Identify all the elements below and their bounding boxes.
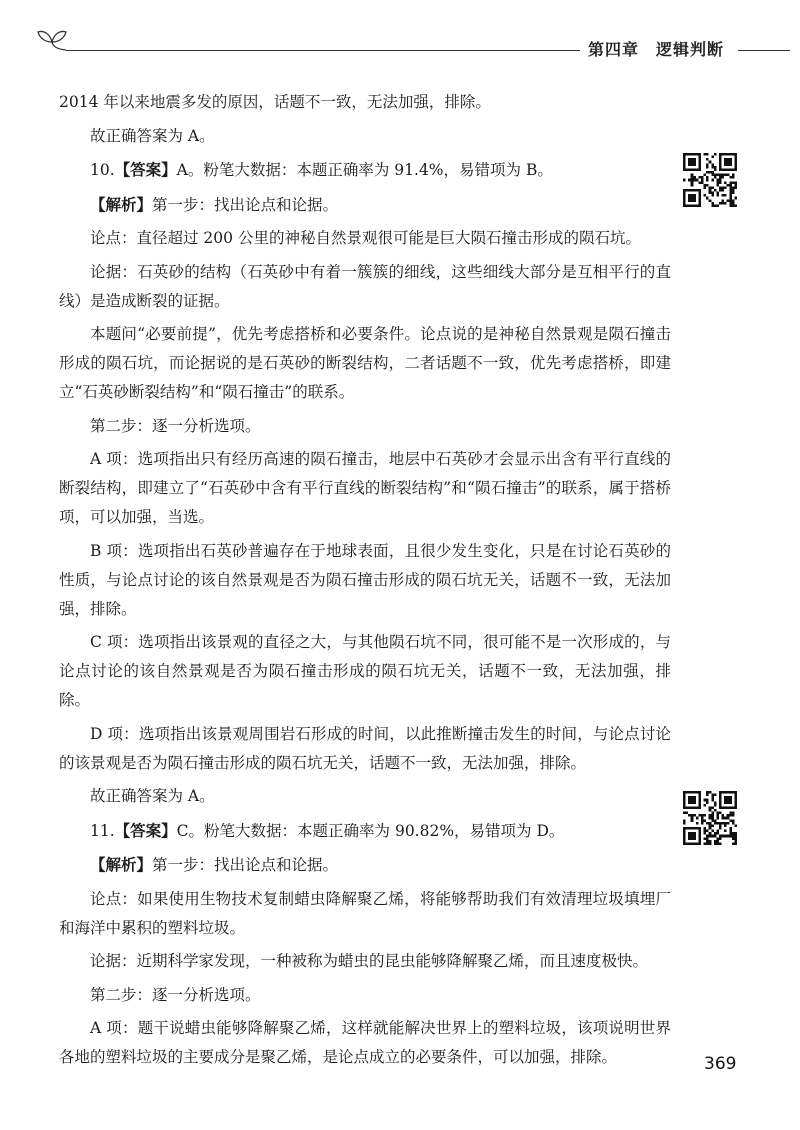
answer-line: 11.【答案】C。粉笔大数据：本题正确率为 90.82%，易错项为 D。 <box>90 820 565 840</box>
paragraph: C 项：选项指出该景观的直径之大，与其他陨石坑不同，很可能不是一次形成的，与论点讨论的该自然景观是否为陨石撞击形成的陨石坑无关，话题不一致，无法加强，排除。 <box>59 633 671 709</box>
answer-line: 10.【答案】A。粉笔大数据：本题正确率为 91.4%，易错项为 B。 <box>90 160 553 179</box>
analysis-line: 【解析】第一步：找出论点和论据。 <box>90 194 339 214</box>
chapter-title: 第四章 逻辑判断 <box>588 40 725 59</box>
qr-code-icon[interactable] <box>683 153 737 207</box>
header-rule-left <box>66 50 580 51</box>
paragraph: 故正确答案为 A。 <box>90 787 215 805</box>
paragraph: 故正确答案为 A。 <box>90 126 215 145</box>
paragraph: B 项：选项指出石英砂普遍存在于地球表面，且很少发生变化，只是在讨论石英砂的性质，与论点讨论的该自然景观是否为陨石撞击形成的陨石坑无关，话题不一致，无法加强，排除。 <box>59 541 671 618</box>
paragraph: 论据：石英砂的结构（石英砂中有着一簇簇的细线，这些细线大部分是互相平行的直线）是造成断裂的证据。 <box>59 262 671 310</box>
analysis-tag: 【解析】 <box>90 855 153 874</box>
paragraph: 论点：直径超过 200 公里的神秘自然景观很可能是巨大陨石撞击形成的陨石坑。 <box>90 229 641 247</box>
paragraph: 第二步：逐一分析选项。 <box>90 985 261 1004</box>
analysis-tag: 【解析】 <box>90 194 153 214</box>
analysis-line: 【解析】第一步：找出论点和论据。 <box>90 855 339 874</box>
paragraph: 论点：如果使用生物技术复制蜡虫降解聚乙烯，将能够帮助我们有效清理垃圾填埋厂和海洋中累积的塑料垃圾。 <box>59 889 671 937</box>
answer-tag: 【答案】 <box>114 820 177 840</box>
paragraph: A 项：选项指出只有经历高速的陨石撞击，地层中石英砂才会显示出含有平行直线的断裂结构，即建立了“石英砂中含有平行直线的断裂结构”和“陨石撞击”的联系，属于搭桥项，可以加强，当选。 <box>59 450 671 526</box>
page-number: 369 <box>704 1054 737 1074</box>
paragraph: 论据：近期科学家发现，一种被称为蜡虫的昆虫能够降解聚乙烯，而且速度极快。 <box>90 952 649 970</box>
page-body <box>59 88 671 1077</box>
paragraph: D 项：选项指出该景观周围岩石形成的时间，以此推断撞击发生的时间，与论点讨论的该景观是否为陨石撞击形成的陨石坑无关，话题不一致，无法加强，排除。 <box>59 724 671 772</box>
qr-code-icon[interactable] <box>683 791 737 845</box>
paragraph: 第二步：逐一分析选项。 <box>90 416 261 435</box>
answer-tag: 【答案】 <box>114 160 177 179</box>
question-number: 10. <box>90 161 115 179</box>
paragraph: A 项：题干说蜡虫能够降解聚乙烯，这样就能解决世界上的塑料垃圾，该项说明世界各地的塑料垃圾的主要成分是聚乙烯，是论点成立的必要条件，可以加强，排除。 <box>59 1019 671 1066</box>
header-rule-right <box>738 50 790 51</box>
paragraph: 2014 年以来地震多发的原因，话题不一致，无法加强，排除。 <box>59 93 491 111</box>
sprout-leaf-icon <box>36 28 76 52</box>
page-header <box>0 0 800 70</box>
question-number: 11. <box>90 821 115 840</box>
paragraph: 本题问“必要前提”，优先考虑搭桥和必要条件。论点说的是神秘自然景观是陨石撞击形成的陨石坑，而论据说的是石英砂的断裂结构，二者话题不一致，优先考虑搭桥，即建立“石英砂断裂结构”和“陨石撞击”的联系。 <box>59 325 671 401</box>
